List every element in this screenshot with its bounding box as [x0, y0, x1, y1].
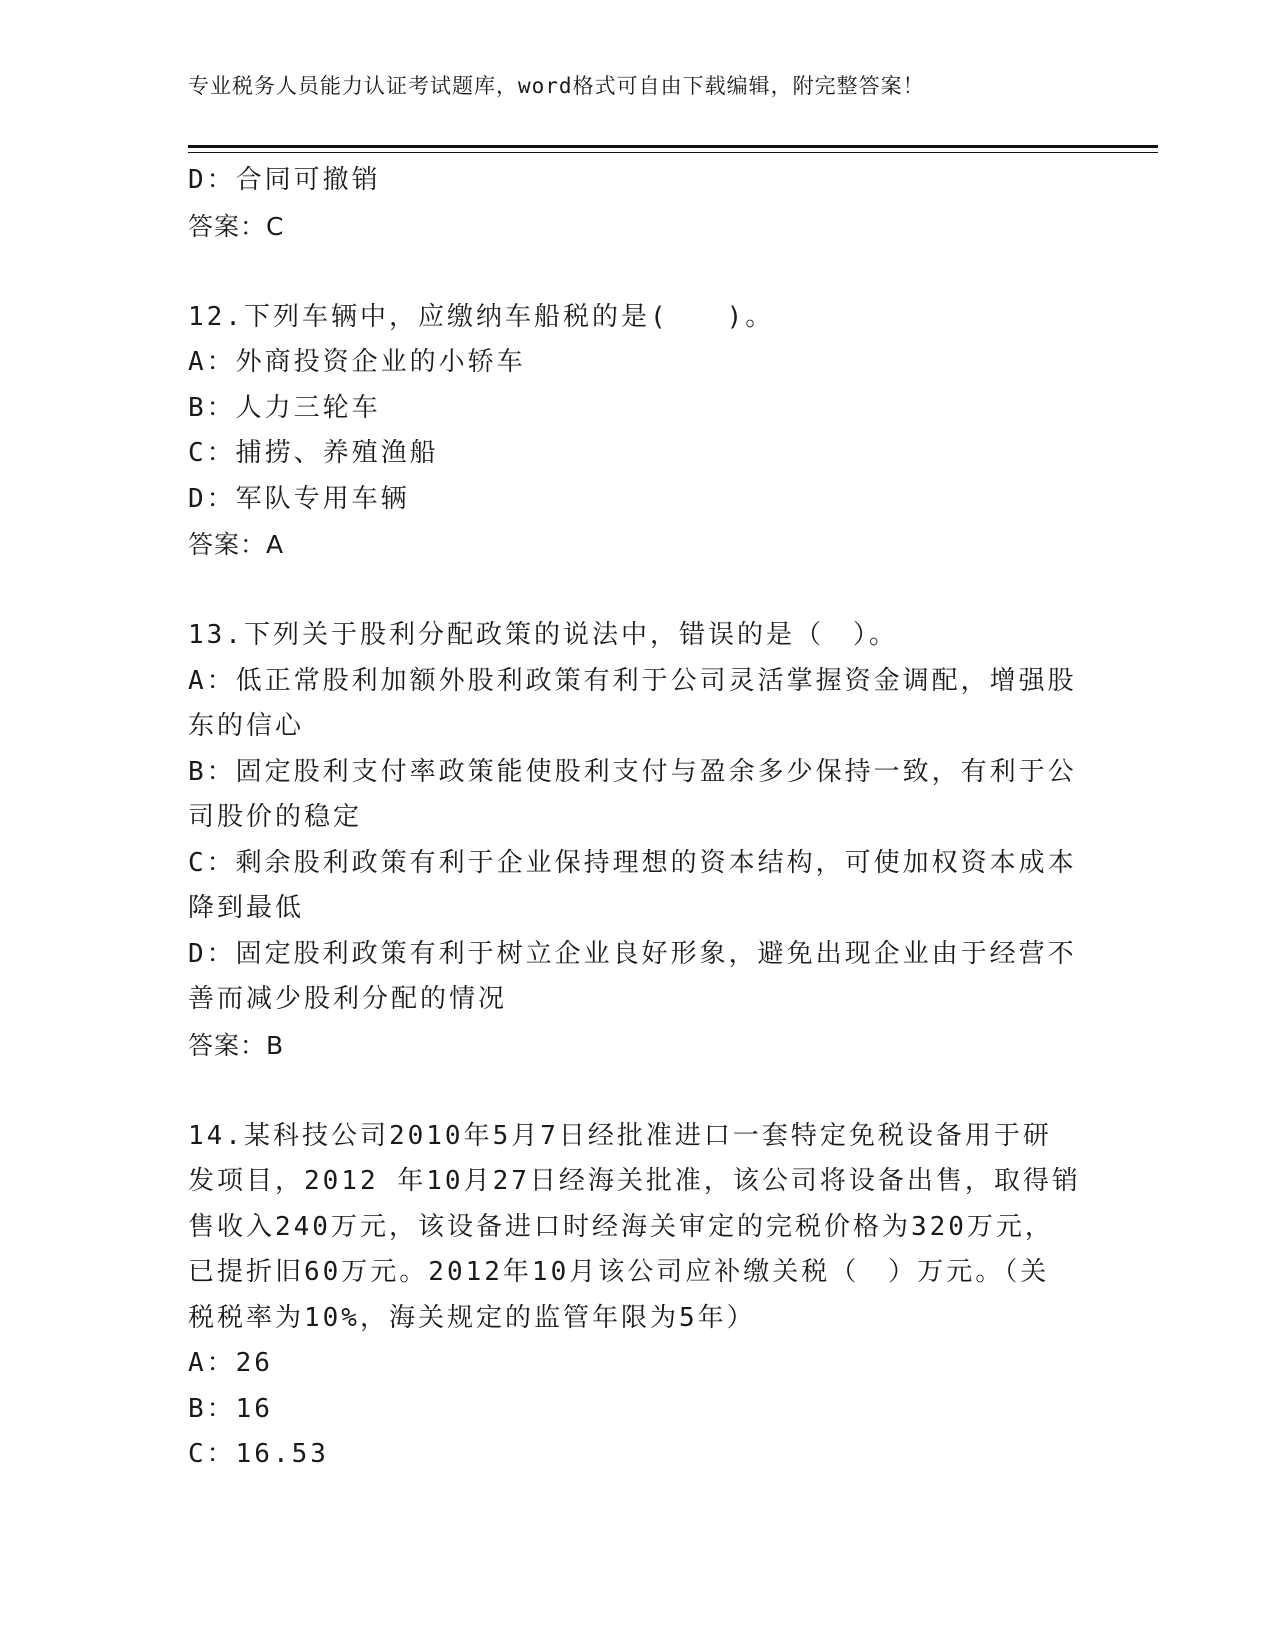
question-stem: 12.下列车辆中，应缴纳车船税的是( )。 [188, 301, 775, 332]
option-b: B：人力三轮车 [188, 392, 381, 423]
option-c-line-1: C：剩余股利政策有利于企业保持理想的资本结构，可使加权资本成本 [188, 847, 1077, 878]
option-a-line-1: A：低正常股利加额外股利政策有利于公司灵活掌握资金调配，增强股 [188, 665, 1077, 696]
option-a: A：外商投资企业的小轿车 [188, 347, 526, 377]
option-a: A：26 [188, 1348, 273, 1378]
prev-option-d: D：合同可撤销 [188, 165, 381, 195]
option-c: C：捕捞、养殖渔船 [188, 438, 439, 468]
spacer [188, 249, 1088, 295]
answer: 答案：A [188, 530, 285, 559]
question-stem-line-4: 已提折旧60万元。2012年10月该公司应补缴关税（ ）万元。（关 [188, 1257, 1050, 1287]
page-header: 专业税务人员能力认证考试题库，word格式可自由下载编辑，附完整答案！ [188, 74, 925, 98]
option-b-line-2: 司股价的稳定 [188, 802, 363, 832]
question-12 [188, 295, 1088, 568]
question-stem-line-3: 售收入240万元，该设备进口时经海关审定的完税价格为320万元， [188, 1211, 1054, 1242]
prev-answer: 答案：C [188, 211, 285, 241]
option-d-line-2: 善而减少股利分配的情况 [188, 984, 508, 1014]
option-b-line-1: B：固定股利支付率政策能使股利支付与盈余多少保持一致，有利于公 [188, 756, 1077, 787]
spacer [188, 1068, 1088, 1114]
question-stem-line-5: 税税率为10%，海关规定的监管年限为5年） [188, 1302, 756, 1333]
question-stem-line-1: 14.某科技公司2010年5月7日经批准进口一套特定免税设备用于研 [188, 1120, 1052, 1151]
option-c-line-2: 降到最低 [188, 893, 305, 923]
question-stem: 13.下列关于股利分配政策的说法中，错误的是（ ）。 [188, 620, 898, 650]
document-body [188, 158, 1088, 1478]
question-13 [188, 613, 1088, 1068]
answer: 答案：B [188, 1030, 285, 1060]
option-d-line-1: D：固定股利政策有利于树立企业良好形象，避免出现企业由于经营不 [188, 938, 1077, 969]
question-stem-line-2: 发项目，2012 年10月27日经海关批准，该公司将设备出售，取得销 [188, 1166, 1081, 1196]
option-c: C：16.53 [188, 1439, 329, 1469]
header-divider-thick [188, 145, 1158, 148]
option-a-line-2: 东的信心 [188, 711, 305, 741]
option-d: D：军队专用车辆 [188, 483, 410, 514]
spacer [188, 568, 1088, 614]
question-14 [188, 1114, 1088, 1478]
option-b: B：16 [188, 1393, 273, 1424]
header-divider-thin [188, 152, 1158, 153]
